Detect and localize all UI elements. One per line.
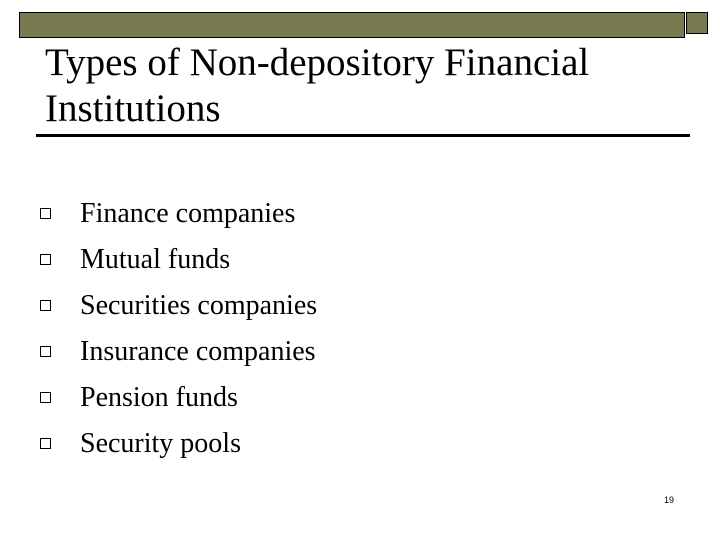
- hollow-square-bullet-icon: [40, 208, 51, 219]
- header-accent-bar: [19, 12, 685, 38]
- corner-accent-square: [686, 12, 708, 34]
- bullet-text: Mutual funds: [80, 244, 231, 275]
- page-number: 19: [664, 495, 675, 505]
- hollow-square-bullet-icon: [40, 300, 51, 311]
- bullet-text: Insurance companies: [80, 336, 316, 367]
- bullet-text: Security pools: [80, 428, 241, 459]
- hollow-square-bullet-icon: [40, 254, 51, 265]
- hollow-square-bullet-icon: [40, 438, 51, 449]
- bullet-text: Pension funds: [80, 382, 238, 413]
- hollow-square-bullet-icon: [40, 346, 51, 357]
- hollow-square-bullet-icon: [40, 392, 51, 403]
- bullet-text: Securities companies: [80, 290, 318, 321]
- title-underline: [36, 134, 690, 137]
- slide-title: Types of Non-depository Financial Institutions: [45, 41, 590, 130]
- bullet-text: Finance companies: [80, 198, 296, 229]
